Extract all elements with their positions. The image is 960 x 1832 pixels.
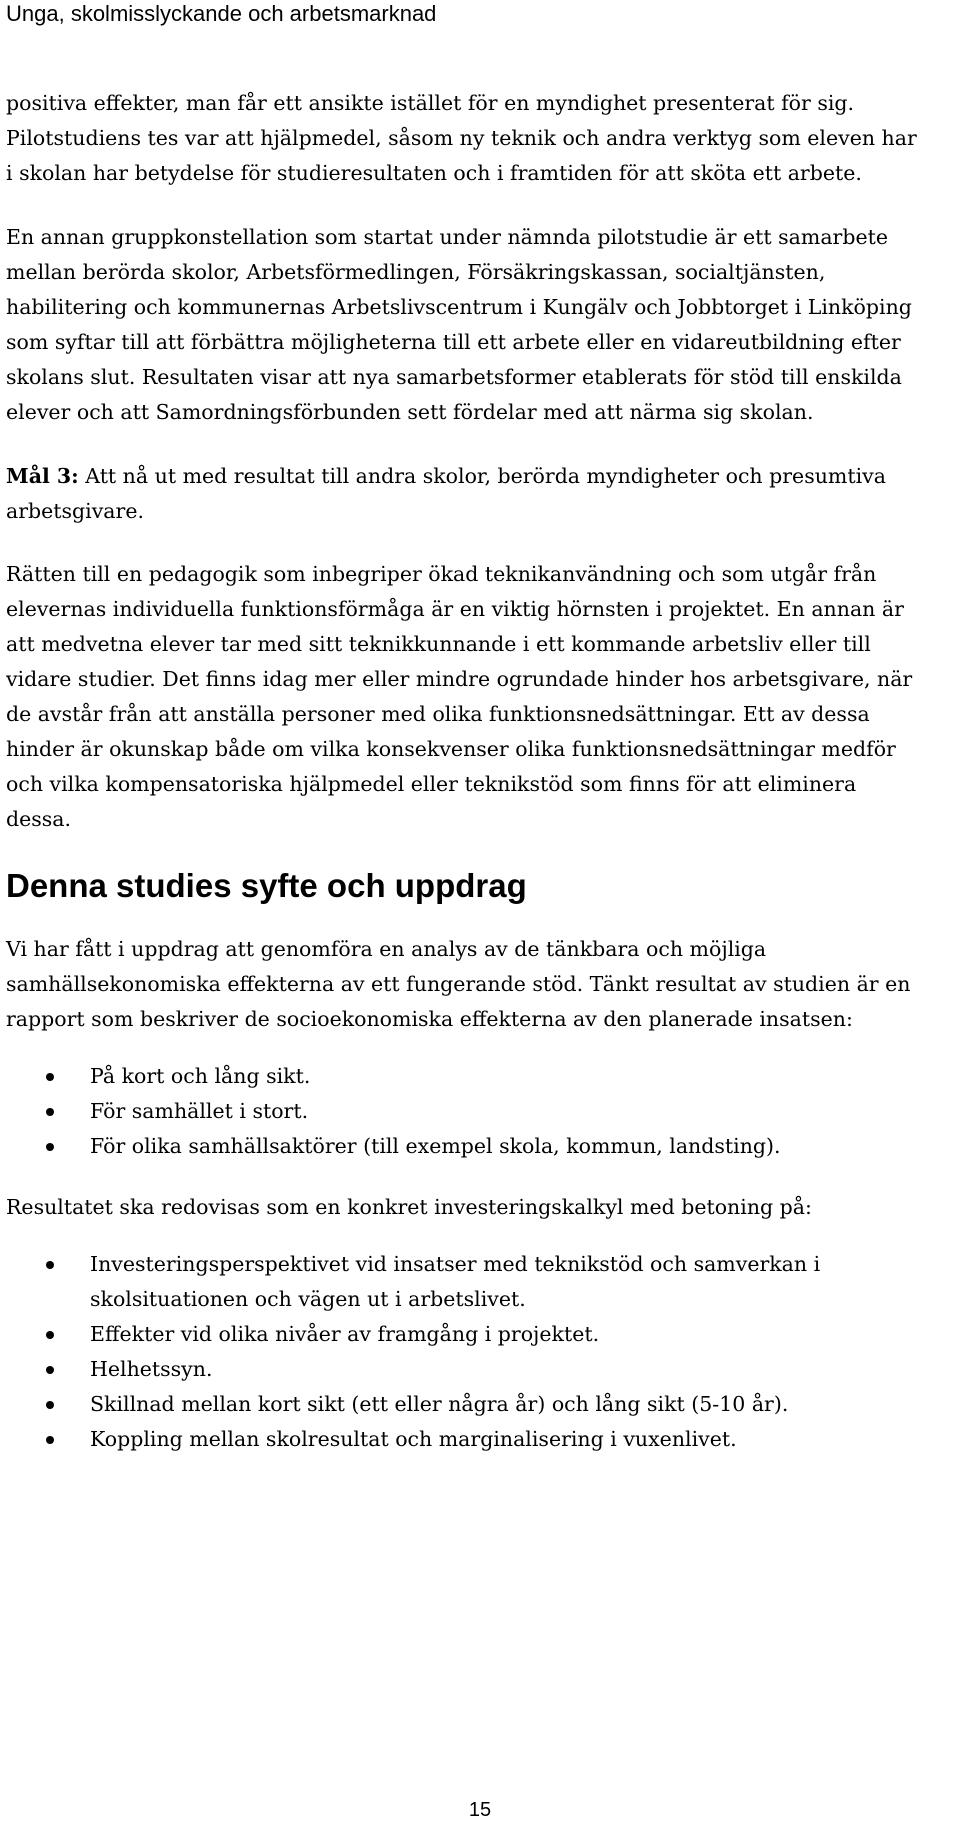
list-item (6, 1059, 926, 1094)
list-item-text: Koppling mellan skolresultat och marginalisering i vuxenlivet. (90, 1427, 737, 1451)
list-item (6, 1387, 926, 1422)
list-item-text: Helhetssyn. (90, 1357, 213, 1381)
section-heading: Denna studies syfte och uppdrag (6, 867, 527, 904)
list-item-text: För olika samhällsaktörer (till exempel skola, kommun, landsting). (90, 1134, 781, 1158)
goal-3-label: Mål 3: (6, 464, 79, 488)
bullet-icon (46, 1401, 54, 1409)
page-content (6, 86, 926, 1483)
page-number: 15 (468, 1799, 492, 1821)
list-item-text: Skillnad mellan kort sikt (ett eller några år) och lång sikt (5-10 år). (90, 1392, 789, 1416)
bullet-icon (46, 1073, 54, 1081)
paragraph-assignment: Vi har fått i uppdrag att genomföra en analys av de tänkbara och möjliga samhällsekonomiska effekterna av ett fungerande stöd. Tänkt resultat av studien är en rapport som beskriver de socioekonomiska effekterna av den planerade insatsen: (6, 937, 911, 1031)
bullet-icon (46, 1436, 54, 1444)
list-item-text: På kort och lång sikt. (90, 1064, 311, 1088)
paragraph-result: Resultatet ska redovisas som en konkret investeringskalkyl med betoning på: (6, 1195, 812, 1219)
list-item (6, 1352, 926, 1387)
list-item (6, 1129, 926, 1164)
bullet-icon (46, 1366, 54, 1374)
list-item-text: Investeringsperspektivet vid insatser med teknikstöd och samverkan i skolsituationen och vägen ut i arbetslivet. (90, 1252, 821, 1311)
list-item-text: För samhället i stort. (90, 1099, 309, 1123)
emphasis-list (6, 1247, 926, 1457)
bullet-icon (46, 1331, 54, 1339)
goal-3 (6, 459, 926, 529)
paragraph-pilot-study: positiva effekter, man får ett ansikte istället för en myndighet presenterat för sig. Pilotstudiens tes var att hjälpmedel, såsom ny teknik och andra verktyg som eleven har i skolan har betydelse för studieresultaten och i framtiden för att sköta ett arbete. (6, 91, 917, 185)
bullet-icon (46, 1261, 54, 1269)
list-item (6, 1317, 926, 1352)
effects-list (6, 1059, 926, 1164)
bullet-icon (46, 1143, 54, 1151)
running-header: Unga, skolmisslyckande och arbetsmarknad (6, 1, 437, 26)
paragraph-pedagogy: Rätten till en pedagogik som inbegriper ökad teknikanvändning och som utgår från elevernas individuella funktionsförmåga är en viktig hörnsten i projektet. En annan är att medvetna elever tar med sitt teknikkunnande i ett kommande arbetsliv eller till vidare studier. Det finns idag mer eller mindre ogrundade hinder hos arbetsgivare, när de avstår från att anställa personer med olika funktionsnedsättningar. Ett av dessa hinder är okunskap både om vilka konsekvenser olika funktionsnedsättningar medför och vilka kompensatoriska hjälpmedel eller teknikstöd som finns för att eliminera dessa. (6, 562, 913, 831)
list-item (6, 1094, 926, 1129)
paragraph-collaboration: En annan gruppkonstellation som startat under nämnda pilotstudie är ett samarbete mellan berörda skolor, Arbetsförmedlingen, Försäkringskassan, socialtjänsten, habilitering och kommunernas Arbetslivscentrum i Kungälv och Jobbtorget i Linköping som syftar till att förbättra möjligheterna till ett arbete eller en vidareutbildning efter skolans slut. Resultaten visar att nya samarbetsformer etablerats för stöd till enskilda elever och att Samordningsförbunden sett fördelar med att närma sig skolan. (6, 225, 912, 424)
goal-3-text: Att nå ut med resultat till andra skolor, berörda myndigheter och presumtiva arbetsgivare. (6, 464, 886, 523)
bullet-icon (46, 1108, 54, 1116)
list-item (6, 1422, 926, 1457)
list-item (6, 1247, 926, 1317)
list-item-text: Effekter vid olika nivåer av framgång i projektet. (90, 1322, 600, 1346)
